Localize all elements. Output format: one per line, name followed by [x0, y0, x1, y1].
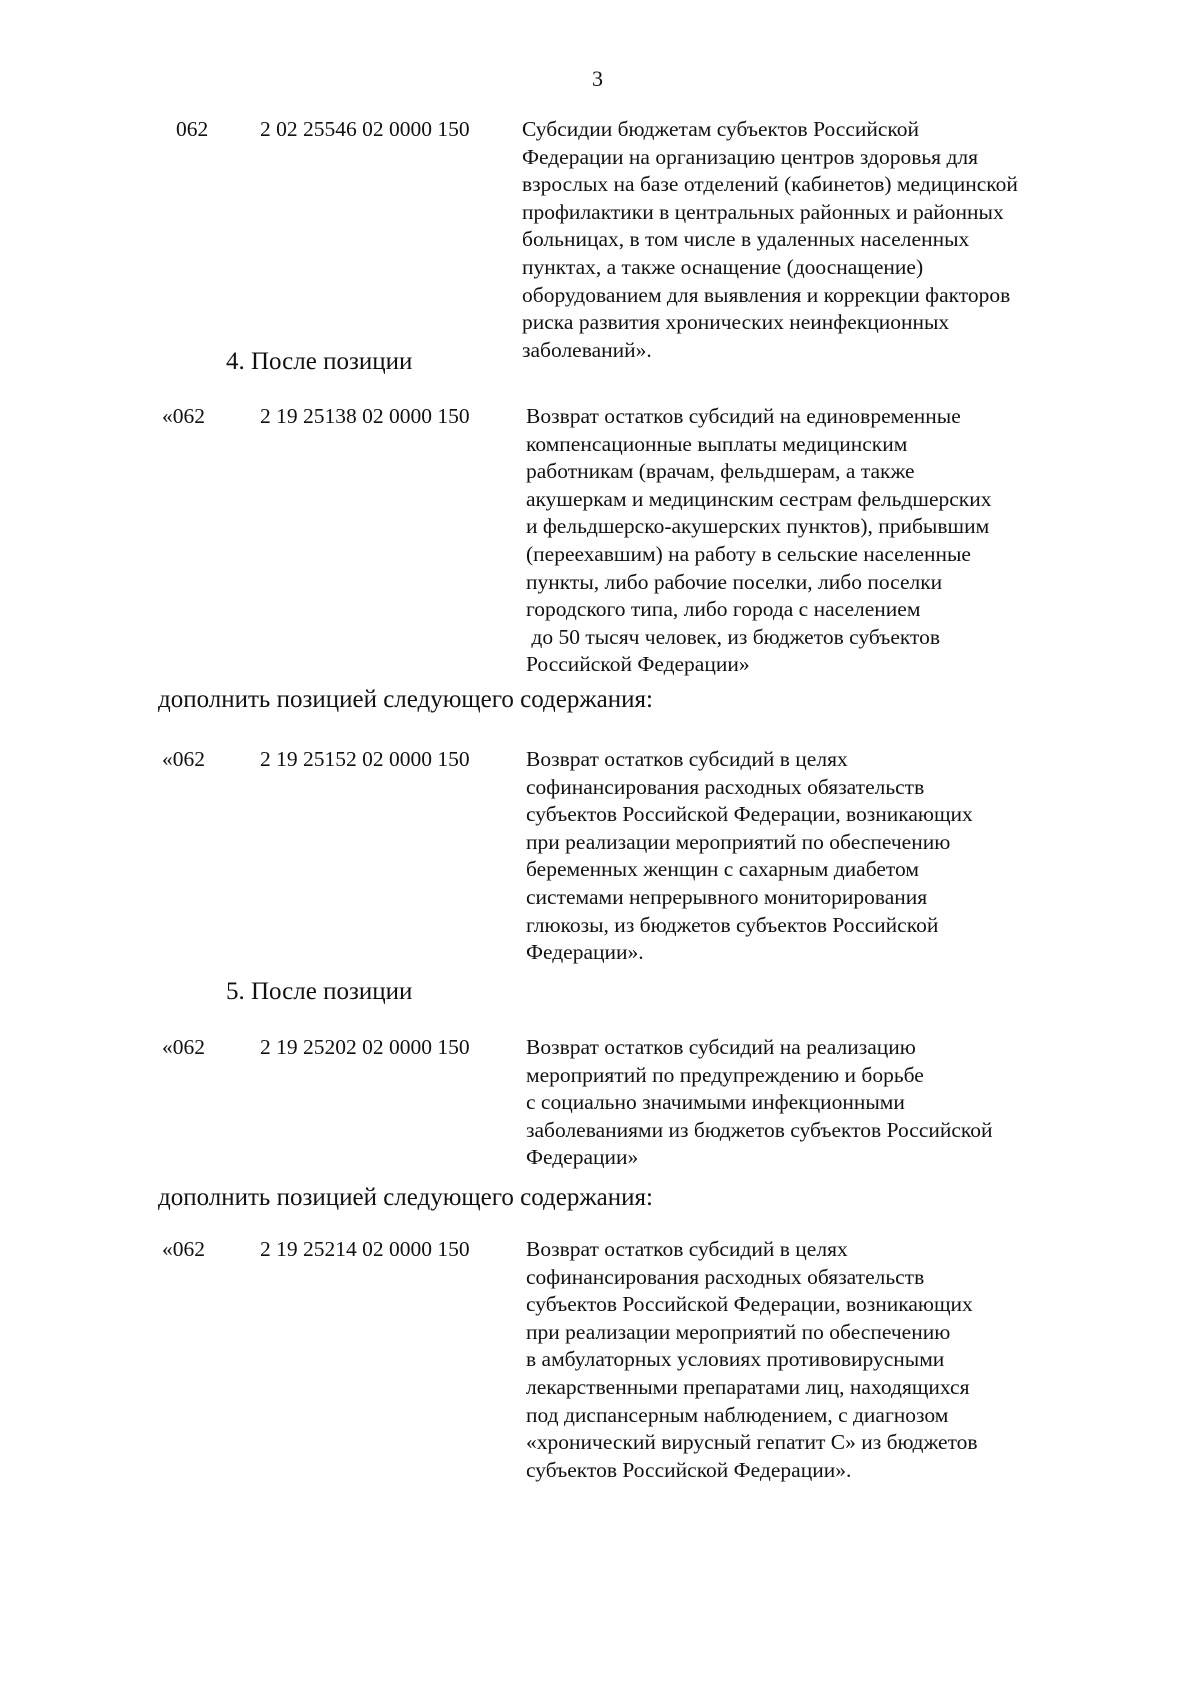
position-code: «062	[162, 1237, 205, 1261]
description-line: компенсационные выплаты медицинским	[526, 431, 908, 456]
position-description	[522, 116, 1018, 364]
description-line: с социально значимыми инфекционными	[526, 1090, 905, 1115]
description-line: больницах, в том числе в удаленных населенных	[522, 227, 970, 252]
page-number: 3	[592, 66, 603, 91]
description-line: под диспансерным наблюдением, с диагнозом	[526, 1402, 949, 1427]
description-line: Российской Федерации»	[526, 652, 750, 677]
description-line: до 50 тысяч человек, из бюджетов субъектов	[526, 624, 941, 649]
description-line: риска развития хронических неинфекционных	[522, 310, 950, 335]
budget-classification-code: 2 19 25152 02 0000 150	[260, 747, 470, 771]
description-line: мероприятий по предупреждению и борьбе	[526, 1062, 924, 1087]
position-code: 062	[176, 117, 209, 141]
description-line: субъектов Российской Федерации, возникающих	[526, 1292, 973, 1317]
description-line: «хронический вирусный гепатит С» из бюджетов	[526, 1430, 978, 1455]
description-line: Федерации»	[526, 1145, 639, 1170]
paragraph-supplement: дополнить позицией следующего содержания:	[158, 686, 653, 713]
description-line: субъектов Российской Федерации».	[526, 1457, 852, 1482]
position-description	[526, 1236, 978, 1484]
description-line: глюкозы, из бюджетов субъектов Российской	[526, 912, 939, 937]
description-line: и фельдшерско-акушерских пунктов), прибывшим	[526, 514, 990, 539]
description-line: работникам (врачам, фельдшерам, а также	[526, 459, 915, 484]
description-line: Возврат остатков субсидий в целях	[526, 747, 848, 771]
description-line: пункты, либо рабочие поселки, либо поселки	[526, 569, 943, 594]
description-line: лекарственными препаратами лиц, находящихся	[526, 1374, 970, 1399]
position-description	[526, 403, 992, 679]
position-code: «062	[162, 747, 205, 771]
description-line: при реализации мероприятий по обеспечению	[526, 1319, 951, 1344]
budget-classification-code: 2 19 25138 02 0000 150	[260, 404, 470, 428]
description-line: Возврат остатков субсидий на реализацию	[526, 1035, 916, 1059]
description-line: заболеваниями из бюджетов субъектов Российской	[526, 1117, 993, 1142]
description-line: при реализации мероприятий по обеспечению	[526, 829, 951, 854]
description-line: Федерации».	[526, 940, 644, 965]
paragraph-after-position-4: 4. После позиции	[226, 348, 413, 375]
description-line: беременных женщин с сахарным диабетом	[526, 857, 919, 882]
position-description	[526, 746, 973, 967]
paragraph-supplement: дополнить позицией следующего содержания:	[158, 1184, 653, 1211]
description-line: городского типа, либо города с населением	[526, 597, 921, 622]
paragraph-after-position-5: 5. После позиции	[226, 978, 413, 1005]
description-line: Возврат остатков субсидий на единовременные	[526, 404, 961, 428]
position-description	[526, 1034, 993, 1172]
position-code: «062	[162, 1035, 205, 1059]
description-line: системами непрерывного мониторирования	[526, 884, 928, 909]
budget-classification-code: 2 02 25546 02 0000 150	[260, 117, 470, 141]
description-line: взрослых на базе отделений (кабинетов) медицинской	[522, 172, 1018, 197]
description-line: Субсидии бюджетам субъектов Российской	[522, 117, 920, 141]
description-line: субъектов Российской Федерации, возникающих	[526, 802, 973, 827]
description-line: заболеваний».	[522, 337, 652, 362]
description-line: акушеркам и медицинским сестрам фельдшерских	[526, 486, 992, 511]
description-line: (переехавшим) на работу в сельские населенные	[526, 541, 971, 566]
description-line: оборудованием для выявления и коррекции факторов	[522, 282, 1011, 307]
description-line: Возврат остатков субсидий в целях	[526, 1237, 848, 1261]
budget-classification-code: 2 19 25202 02 0000 150	[260, 1035, 470, 1059]
position-code: «062	[162, 404, 205, 428]
description-line: Федерации на организацию центров здоровья для	[522, 144, 979, 169]
description-line: софинансирования расходных обязательств	[526, 1264, 925, 1289]
description-line: профилактики в центральных районных и районных	[522, 199, 1004, 224]
description-line: софинансирования расходных обязательств	[526, 774, 925, 799]
budget-classification-code: 2 19 25214 02 0000 150	[260, 1237, 470, 1261]
description-line: в амбулаторных условиях противовирусными	[526, 1347, 945, 1372]
description-line: пунктах, а также оснащение (дооснащение)	[522, 254, 924, 279]
